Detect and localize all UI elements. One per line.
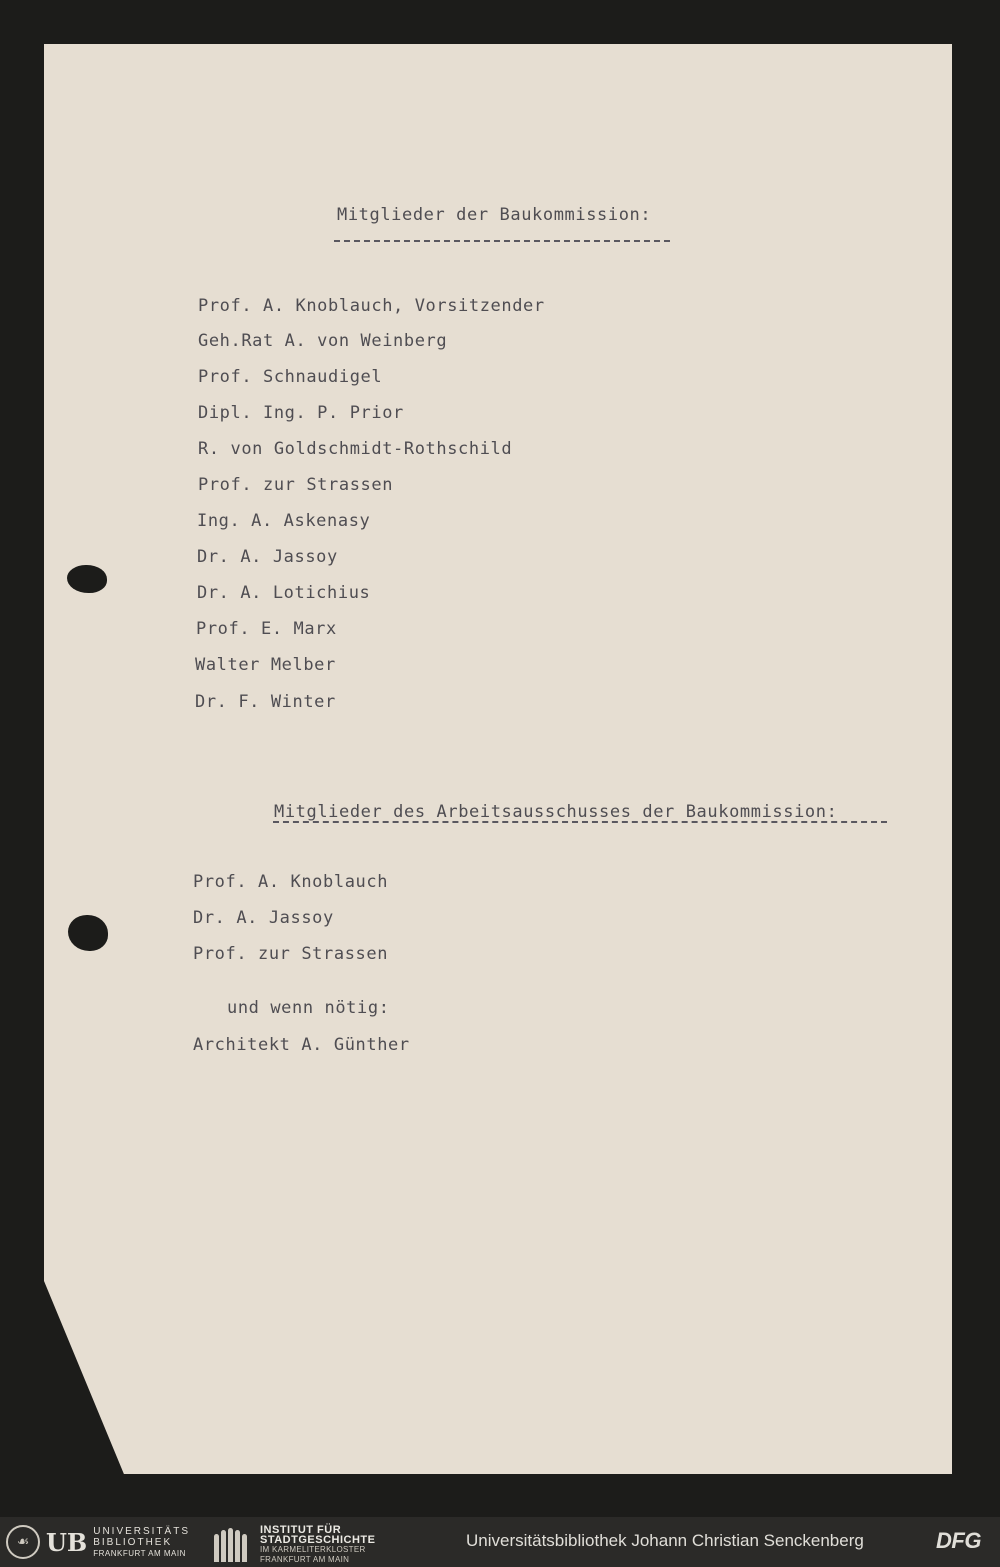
member-item: Prof. A. Knoblauch, Vorsitzender (198, 296, 545, 316)
isg-line4: FRANKFURT AM MAIN (260, 1555, 350, 1564)
member-item: Ing. A. Askenasy (197, 511, 371, 531)
arch-columns-icon (214, 1528, 252, 1562)
seal-icon: ☙ (6, 1525, 40, 1559)
member-item: Prof. Schnaudigel (198, 367, 383, 387)
member-item: Prof. zur Strassen (198, 475, 394, 495)
committee-item: Prof. zur Strassen (193, 944, 389, 964)
committee-item: Prof. A. Knoblauch (193, 872, 389, 892)
ub-logo[interactable] (6, 1525, 190, 1559)
member-item: R. von Goldschmidt-Rothschild (198, 439, 513, 459)
member-item: Dr. A. Jassoy (197, 547, 338, 567)
heading-arbeitsausschuss: Mitglieder des Arbeitsausschusses der Baukommission: (274, 802, 838, 822)
footer-title[interactable]: Universitätsbibliothek Johann Christian Senckenberg (466, 1531, 864, 1550)
member-item: Dr. A. Lotichius (197, 583, 371, 603)
ub-line3: FRANKFURT AM MAIN (93, 1548, 186, 1558)
ub-line2: BIBLIOTHEK (93, 1536, 173, 1548)
ub-mark: UB (46, 1527, 88, 1557)
document-page (44, 44, 952, 1474)
isg-line1: INSTITUT FÜR (260, 1524, 342, 1536)
isg-line3: IM KARMELITERKLOSTER (260, 1545, 366, 1554)
member-item: Walter Melber (195, 655, 336, 675)
isg-wordmark (260, 1525, 375, 1565)
heading-baukommission-rule (334, 240, 670, 242)
member-item: Dr. F. Winter (195, 692, 336, 712)
punch-hole-bottom (68, 915, 108, 951)
conditional-note: und wenn nötig: (227, 998, 390, 1018)
dfg-logo[interactable]: DFG (936, 1528, 981, 1553)
member-item: Dipl. Ing. P. Prior (198, 403, 404, 423)
isg-line2: STADTGESCHICHTE (260, 1534, 376, 1546)
member-item: Geh.Rat A. von Weinberg (198, 331, 448, 351)
isg-logo[interactable] (214, 1525, 375, 1565)
punch-hole-top (67, 565, 107, 593)
footer-bar (0, 1517, 1000, 1567)
conditional-member: Architekt A. Günther (193, 1035, 410, 1055)
committee-item: Dr. A. Jassoy (193, 908, 334, 928)
heading-arbeitsausschuss-rule (273, 821, 887, 823)
ub-line1: UNIVERSITÄTS (93, 1525, 191, 1537)
member-item: Prof. E. Marx (196, 619, 337, 639)
ub-wordmark (93, 1526, 190, 1559)
heading-baukommission: Mitglieder der Baukommission: (337, 205, 652, 225)
